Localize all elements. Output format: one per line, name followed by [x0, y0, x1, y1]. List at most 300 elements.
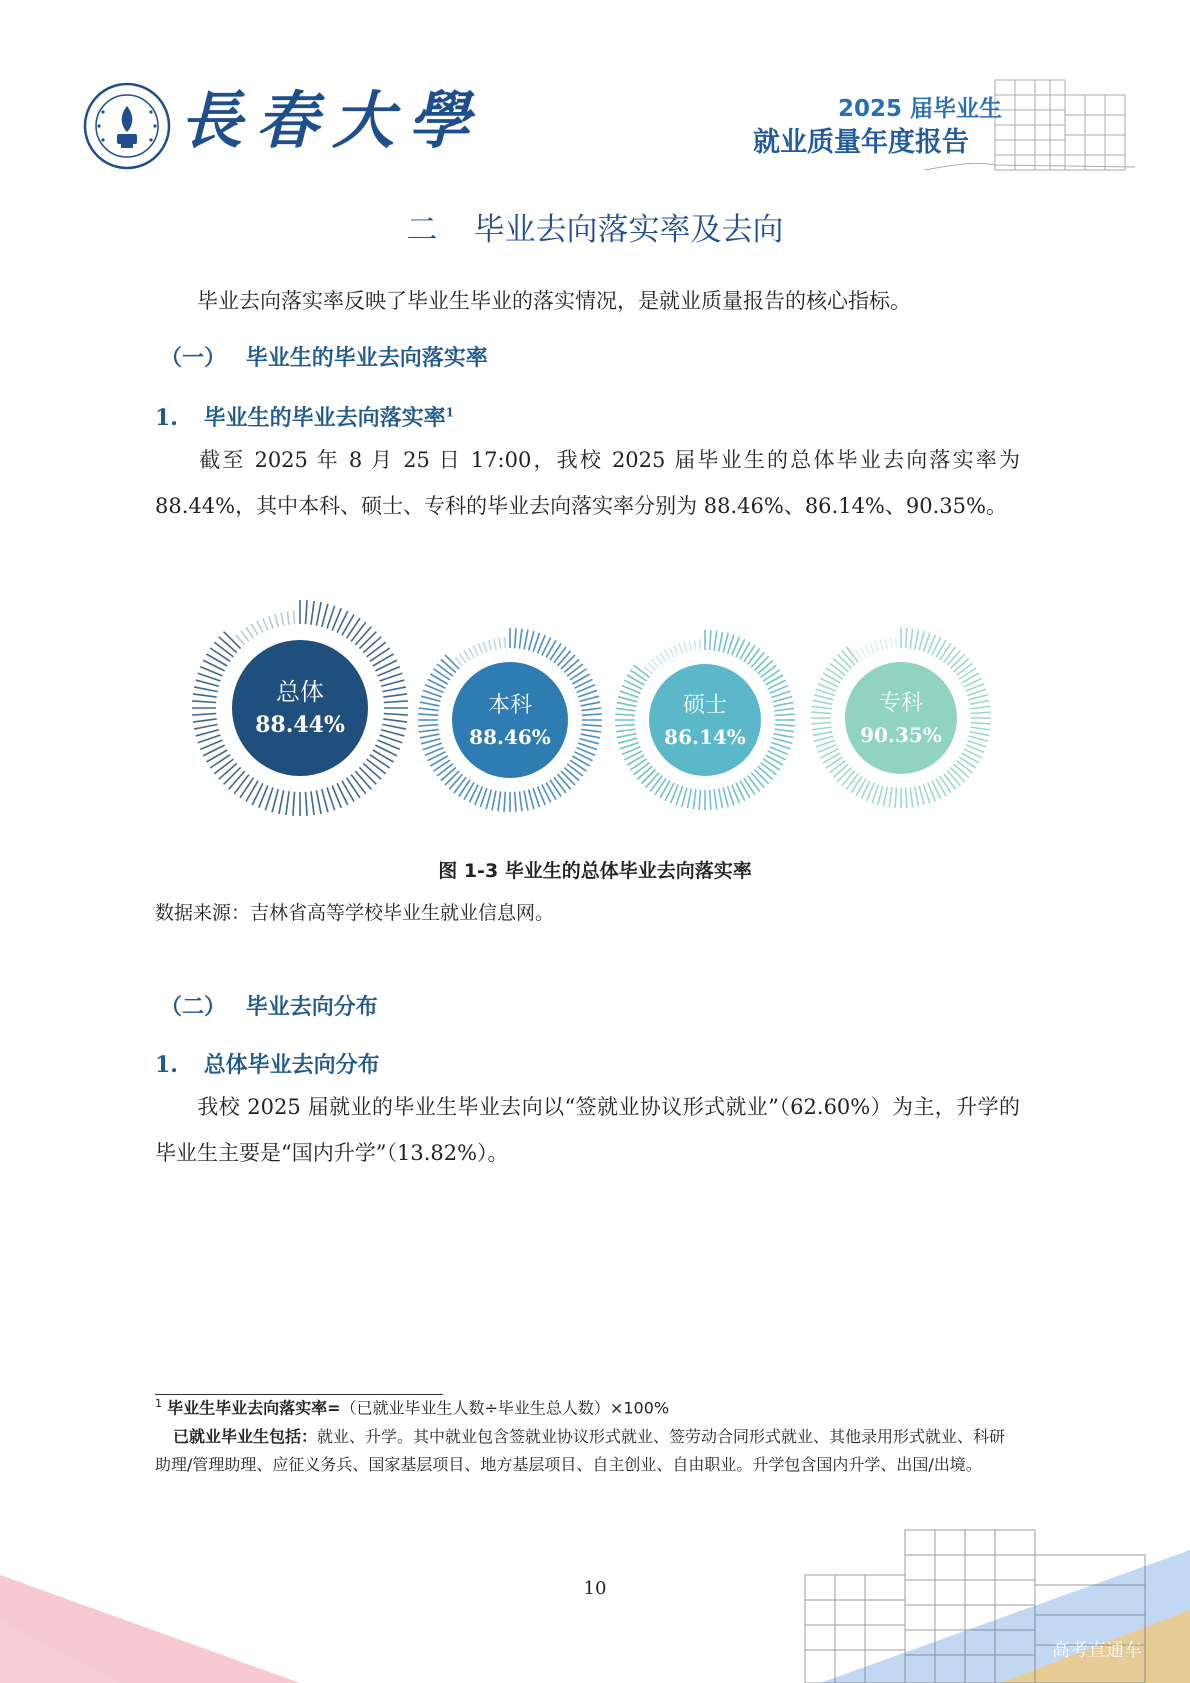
badge-tick	[758, 661, 773, 674]
badge-3	[811, 628, 991, 808]
subsection2-item-number: 1.	[155, 1052, 178, 1078]
badge-tick	[351, 775, 366, 794]
badge-tick	[489, 640, 492, 651]
badge-tick	[383, 694, 407, 697]
badge-tick	[878, 786, 883, 805]
badge-tick	[419, 708, 439, 711]
badge-label: 本科	[487, 693, 533, 718]
section-number: 二	[406, 212, 438, 248]
badge-tick	[234, 775, 249, 794]
badge-tick	[279, 790, 284, 814]
badge-tick	[192, 713, 216, 715]
badge-tick	[322, 604, 328, 627]
badge-tick	[384, 713, 408, 715]
badge-tick	[947, 650, 960, 665]
badge-tick	[241, 631, 249, 641]
badge-tick	[919, 786, 924, 805]
badge-tick	[906, 628, 907, 648]
badge-tick	[970, 732, 990, 736]
badge-tick	[969, 695, 988, 700]
badge-tick	[646, 773, 659, 788]
badge-tick	[519, 629, 522, 649]
footnote-definition	[155, 1423, 1020, 1479]
report-banner-building-sketch	[745, 75, 1145, 175]
badge-tick	[842, 771, 855, 786]
badge-tick	[669, 647, 674, 657]
badge-tick	[763, 670, 780, 681]
footnote-ref[interactable]: 1	[445, 405, 455, 420]
badge-tick	[687, 789, 691, 809]
data-source: 数据来源：吉林省高等学校毕业生就业信息网。	[155, 902, 555, 924]
section-heading	[0, 212, 1190, 249]
badge-0	[192, 600, 408, 816]
badge-tick	[229, 771, 245, 789]
badge-circle	[452, 662, 568, 778]
badge-tick	[193, 694, 217, 697]
badge-tick	[851, 776, 862, 793]
badge-tick	[455, 658, 462, 666]
badge-tick	[363, 763, 381, 779]
badge-tick	[774, 702, 794, 706]
badge-tick	[773, 738, 792, 743]
badge-tick	[383, 719, 407, 722]
badge-tick	[833, 659, 848, 672]
badge-tick	[196, 730, 219, 736]
badge-value: 88.44%	[255, 712, 345, 738]
badge-tick	[775, 725, 795, 726]
badge-tick	[630, 670, 647, 681]
section-title: 毕业去向落实率及去向	[473, 212, 784, 248]
badge-tick	[293, 792, 295, 816]
subsection2-item-heading	[155, 1052, 380, 1078]
badge-tick	[870, 643, 874, 653]
badge-tick	[970, 727, 990, 730]
badge-tick	[257, 621, 263, 633]
badge-tick	[499, 638, 500, 649]
intro-paragraph	[155, 278, 1020, 324]
badge-tick	[970, 706, 990, 709]
badge-value: 90.35%	[860, 723, 942, 747]
badge-tick	[418, 714, 438, 715]
badge-tick	[940, 776, 951, 793]
badge-tick	[865, 645, 870, 655]
subsection1-heading	[160, 345, 488, 371]
badge-tick	[641, 769, 655, 783]
badge-tick	[550, 780, 561, 797]
badge-tick	[524, 791, 528, 811]
badge-tick	[214, 759, 233, 774]
badge-tick	[775, 714, 795, 715]
badge-tick	[316, 602, 321, 626]
badge-tick	[630, 759, 647, 770]
badge-circle	[649, 664, 761, 776]
badge-tick	[564, 767, 579, 780]
badge-tick	[486, 790, 491, 809]
badge-tick	[748, 649, 760, 665]
badge-tick	[567, 664, 583, 676]
badge-tick	[219, 763, 237, 779]
badge-tick	[890, 638, 891, 649]
badge-tick	[710, 790, 711, 810]
subsection2-heading	[160, 994, 378, 1020]
badge-2	[615, 630, 795, 810]
badge-tick	[758, 766, 773, 779]
badge-value: 86.14%	[664, 725, 746, 749]
badge-tick	[381, 680, 404, 686]
badge-tick	[581, 702, 601, 706]
badge-tick	[316, 790, 321, 814]
badge-tick	[940, 643, 951, 660]
badge-tick	[418, 725, 438, 726]
badge-tick	[421, 739, 440, 744]
badge-tick	[355, 627, 371, 645]
footnote-formula-text: （已就业毕业生人数÷毕业生总人数）×100%	[340, 1398, 670, 1418]
badge-tick	[251, 624, 258, 635]
badge-tick	[504, 792, 505, 812]
badge-tick	[826, 668, 843, 679]
badge-tick	[665, 650, 671, 660]
footnote-definition-text: 就业、升学。其中就业包含签就业协议形式就业、签劳动合同形式就业、其他录用形式就业、科研助理/管理助理、应征义务兵、国家基层项目、地方基层项目、自主创业、自由职业。升学包含国内升学、出国/出境。	[155, 1427, 1006, 1474]
badge-tick	[483, 641, 487, 651]
badge-label: 专科	[878, 691, 924, 716]
badge-1	[418, 628, 602, 812]
badge-tick	[650, 776, 662, 792]
badge-tick	[813, 700, 833, 704]
badge-tick	[224, 632, 241, 649]
badge-tick	[564, 659, 579, 672]
badge-circle	[845, 662, 957, 774]
badge-tick	[459, 780, 470, 797]
badge-tick	[272, 789, 278, 812]
badge-tick	[969, 736, 988, 741]
badge-tick	[464, 651, 470, 660]
badge-tick	[826, 757, 843, 768]
badge-tick	[434, 760, 451, 771]
badge-tick	[347, 618, 360, 638]
badge-tick	[263, 618, 268, 630]
badge-tick	[581, 734, 601, 738]
badge-tick	[699, 790, 700, 810]
badge-tick	[311, 601, 314, 625]
badge-tick	[719, 632, 723, 652]
badge-tick	[748, 776, 760, 792]
badge-tick	[498, 791, 501, 811]
badge-tick	[814, 736, 833, 741]
badge-tick	[359, 767, 376, 784]
footnote-formula	[155, 1390, 1020, 1422]
subsection2-item-title: 总体毕业去向分布	[203, 1052, 380, 1078]
badge-tick	[441, 767, 456, 780]
badge-tick	[524, 630, 528, 650]
badge-tick	[674, 645, 678, 655]
figure-caption: 图 1-3 毕业生的总体毕业去向落实率	[438, 860, 752, 882]
badge-tick	[833, 764, 848, 777]
badge-tick	[196, 680, 219, 686]
badge-tick	[419, 729, 439, 732]
badge-tick	[830, 663, 846, 675]
badge-tick	[246, 627, 253, 638]
badge-tick	[557, 651, 570, 666]
page-number: 10	[583, 1578, 607, 1599]
badge-tick	[281, 613, 284, 626]
badge-tick	[846, 774, 858, 790]
badge-tick	[883, 787, 887, 807]
badge-tick	[761, 665, 777, 677]
badge-tick	[529, 790, 534, 809]
badge-tick	[382, 724, 406, 729]
badge-tick	[954, 764, 969, 777]
badge-tick	[811, 712, 831, 713]
badge-tick	[616, 708, 636, 711]
badge-tick	[219, 637, 237, 653]
badge-tick	[322, 789, 328, 812]
badge-tick	[915, 787, 919, 807]
badge-circle	[232, 640, 368, 776]
badge-tick	[679, 643, 683, 653]
badge-tick	[305, 792, 307, 816]
badge-tick	[774, 729, 794, 732]
badge-value: 88.46%	[469, 725, 551, 749]
intro-text: 毕业去向落实率反映了毕业生毕业的落实情况，是就业质量报告的核心指标。	[197, 289, 911, 313]
badge-tick	[494, 639, 496, 650]
badge-tick	[910, 787, 913, 807]
badge-tick	[445, 655, 459, 669]
badge-tick	[811, 723, 831, 724]
badge-tick	[634, 763, 650, 775]
badge-tick	[580, 696, 599, 701]
badge-tick	[355, 771, 371, 789]
subsection2-title: 毕业去向分布	[245, 994, 378, 1020]
badge-tick	[473, 646, 478, 656]
badge-tick	[842, 650, 855, 665]
badge-tick	[492, 791, 496, 811]
badge-tick	[381, 730, 404, 736]
badge-tick	[919, 631, 924, 650]
badge-tick	[652, 659, 659, 667]
badge-tick	[434, 669, 451, 680]
badge-tick	[950, 654, 964, 668]
badge-tick	[812, 727, 832, 730]
badge-tick	[723, 633, 728, 652]
badge-tick	[421, 696, 440, 701]
badge-tick	[554, 777, 566, 793]
badge-tick	[311, 791, 314, 815]
badge-tick	[761, 763, 777, 775]
badge-tick	[693, 789, 696, 809]
badge-tick	[567, 764, 583, 776]
badge-tick	[420, 702, 440, 706]
badge-tick	[751, 773, 764, 788]
badge-tick	[684, 642, 687, 653]
badge-tick	[971, 723, 991, 724]
badge-tick	[915, 630, 919, 650]
badge-tick	[723, 788, 728, 807]
footnote-formula-label: 毕业生毕业去向落实率=	[167, 1398, 341, 1418]
badge-tick	[437, 664, 453, 676]
badge-tick	[570, 760, 587, 771]
badge-tick	[515, 792, 516, 812]
badge-tick	[954, 659, 969, 672]
subsection1-item-title: 毕业生的毕业去向落实率	[203, 405, 446, 431]
badge-tick	[682, 788, 687, 807]
badge-tick	[194, 687, 218, 692]
badge-tick	[441, 659, 456, 672]
badge-tick	[581, 729, 601, 732]
badge-tick	[519, 791, 522, 811]
badge-tick	[744, 645, 755, 662]
badge-tick	[224, 767, 241, 784]
badge-tick	[637, 766, 652, 779]
badge-tick	[947, 771, 960, 786]
badge-tick	[445, 771, 459, 785]
badge-tick	[957, 663, 973, 675]
badge-tick	[529, 631, 534, 650]
badge-tick	[754, 769, 768, 783]
badge-label: 总体	[276, 678, 324, 706]
badge-tick	[896, 637, 897, 648]
badge-tick	[581, 708, 601, 711]
badge-tick	[660, 653, 666, 662]
badge-tick	[454, 777, 466, 793]
badge-tick	[286, 791, 289, 815]
university-name-logo: 長春大學	[180, 84, 485, 157]
badge-tick	[554, 647, 566, 663]
badge-tick	[363, 637, 381, 653]
badge-tick	[192, 701, 216, 703]
badge-tick	[837, 767, 851, 781]
badge-tick	[754, 656, 768, 670]
subsection1-paragraph	[155, 437, 1020, 529]
badge-tick	[347, 778, 360, 798]
badge-tick	[550, 644, 561, 661]
badge-tick	[459, 654, 466, 663]
badge-tick	[944, 647, 956, 663]
subsection2-label: （二）	[160, 994, 227, 1020]
badge-tick	[971, 712, 991, 713]
badge-tick	[813, 732, 833, 736]
badge-tick	[950, 767, 964, 781]
subsection2-paragraph	[155, 1084, 1020, 1176]
badge-tick	[469, 648, 475, 658]
badge-tick	[885, 639, 887, 650]
completion-rate-chart	[185, 598, 1005, 828]
banner-title: 就业质量年度报告	[753, 127, 969, 158]
badge-tick	[830, 761, 846, 773]
badge-tick	[856, 651, 862, 660]
badge-tick	[210, 648, 230, 661]
badge-tick	[644, 667, 652, 674]
badge-tick	[895, 788, 896, 808]
badge-tick	[751, 652, 764, 667]
badge-tick	[694, 640, 695, 651]
badge-tick	[236, 635, 245, 645]
badge-tick	[889, 787, 892, 807]
badge-tick	[561, 655, 575, 669]
badge-tick	[616, 729, 636, 732]
badge-tick	[582, 725, 602, 726]
badge-tick	[719, 789, 723, 809]
subsection1-title: 毕业生的毕业去向落实率	[245, 345, 488, 371]
subsection1-paragraph-text: 截至 2025 年 8 月 25 日 17:00，我校 2025 届毕业生的总体毕业去向落实率为 88.44%，其中本科、硕士、专科的毕业去向落实率分别为 88.46%、86.14%、90.35%。	[155, 448, 1020, 518]
badge-tick	[648, 663, 656, 671]
badge-tick	[814, 695, 833, 700]
badge-tick	[351, 622, 366, 641]
badge-tick	[370, 755, 390, 768]
badge-tick	[214, 642, 233, 657]
badge-tick	[944, 774, 956, 790]
banner-year: 2025 届毕业生	[838, 96, 1003, 122]
badge-tick	[287, 612, 289, 625]
badge-tick	[617, 734, 637, 738]
badge-tick	[837, 654, 851, 668]
subsection1-item-heading	[155, 405, 454, 431]
badge-tick	[959, 757, 976, 768]
badge-tick	[773, 697, 792, 702]
badge-tick	[910, 629, 913, 649]
badge-tick	[384, 701, 408, 703]
badge-tick	[959, 668, 976, 679]
badge-tick	[656, 656, 663, 665]
badge-tick	[710, 630, 711, 650]
badge-tick	[875, 641, 879, 651]
badge-tick	[210, 755, 230, 768]
badge-tick	[449, 774, 462, 789]
badge-tick	[615, 714, 635, 715]
badge-tick	[370, 648, 390, 661]
badge-tick	[744, 778, 755, 795]
subsection2-paragraph-text: 我校 2025 届就业的毕业生毕业去向以“签就业协议形式就业”（62.60%）为主，升学的毕业生主要是“国内升学”（13.82%）。	[155, 1095, 1020, 1165]
badge-tick	[700, 639, 701, 650]
badge-tick	[420, 734, 440, 738]
badge-tick	[505, 637, 506, 648]
badge-tick	[437, 764, 453, 776]
badge-tick	[957, 761, 973, 773]
badge-tick	[970, 700, 990, 704]
badge-label: 硕士	[682, 693, 728, 718]
badge-tick	[382, 687, 406, 692]
badge-tick	[618, 738, 637, 743]
badge-tick	[561, 771, 575, 785]
badge-tick	[880, 640, 883, 651]
badge-tick	[478, 643, 482, 653]
badge-tick	[570, 669, 587, 680]
badge-tick	[193, 719, 217, 722]
footnote-marker: 1	[155, 1397, 162, 1410]
badge-tick	[194, 724, 218, 729]
badge-tick	[763, 759, 780, 770]
badge-tick	[846, 647, 858, 663]
university-seal-logo	[83, 82, 171, 170]
badge-tick	[714, 631, 717, 651]
badge-tick	[367, 759, 386, 774]
badge-tick	[240, 778, 253, 798]
badge-tick	[618, 697, 637, 702]
badge-tick	[557, 774, 570, 789]
badge-tick	[774, 734, 794, 738]
badge-tick	[655, 778, 666, 795]
badge-tick	[275, 614, 278, 627]
badge-tick	[617, 702, 637, 706]
badge-tick	[689, 641, 691, 652]
badge-tick	[906, 788, 907, 808]
badge-tick	[367, 642, 386, 657]
badge-tick	[582, 714, 602, 715]
badge-tick	[305, 600, 307, 624]
footnote-definition-label: 已就业毕业生包括：	[173, 1427, 318, 1446]
badge-tick	[774, 708, 794, 711]
badge-tick	[359, 632, 376, 649]
subsection1-item-number: 1.	[155, 405, 178, 431]
